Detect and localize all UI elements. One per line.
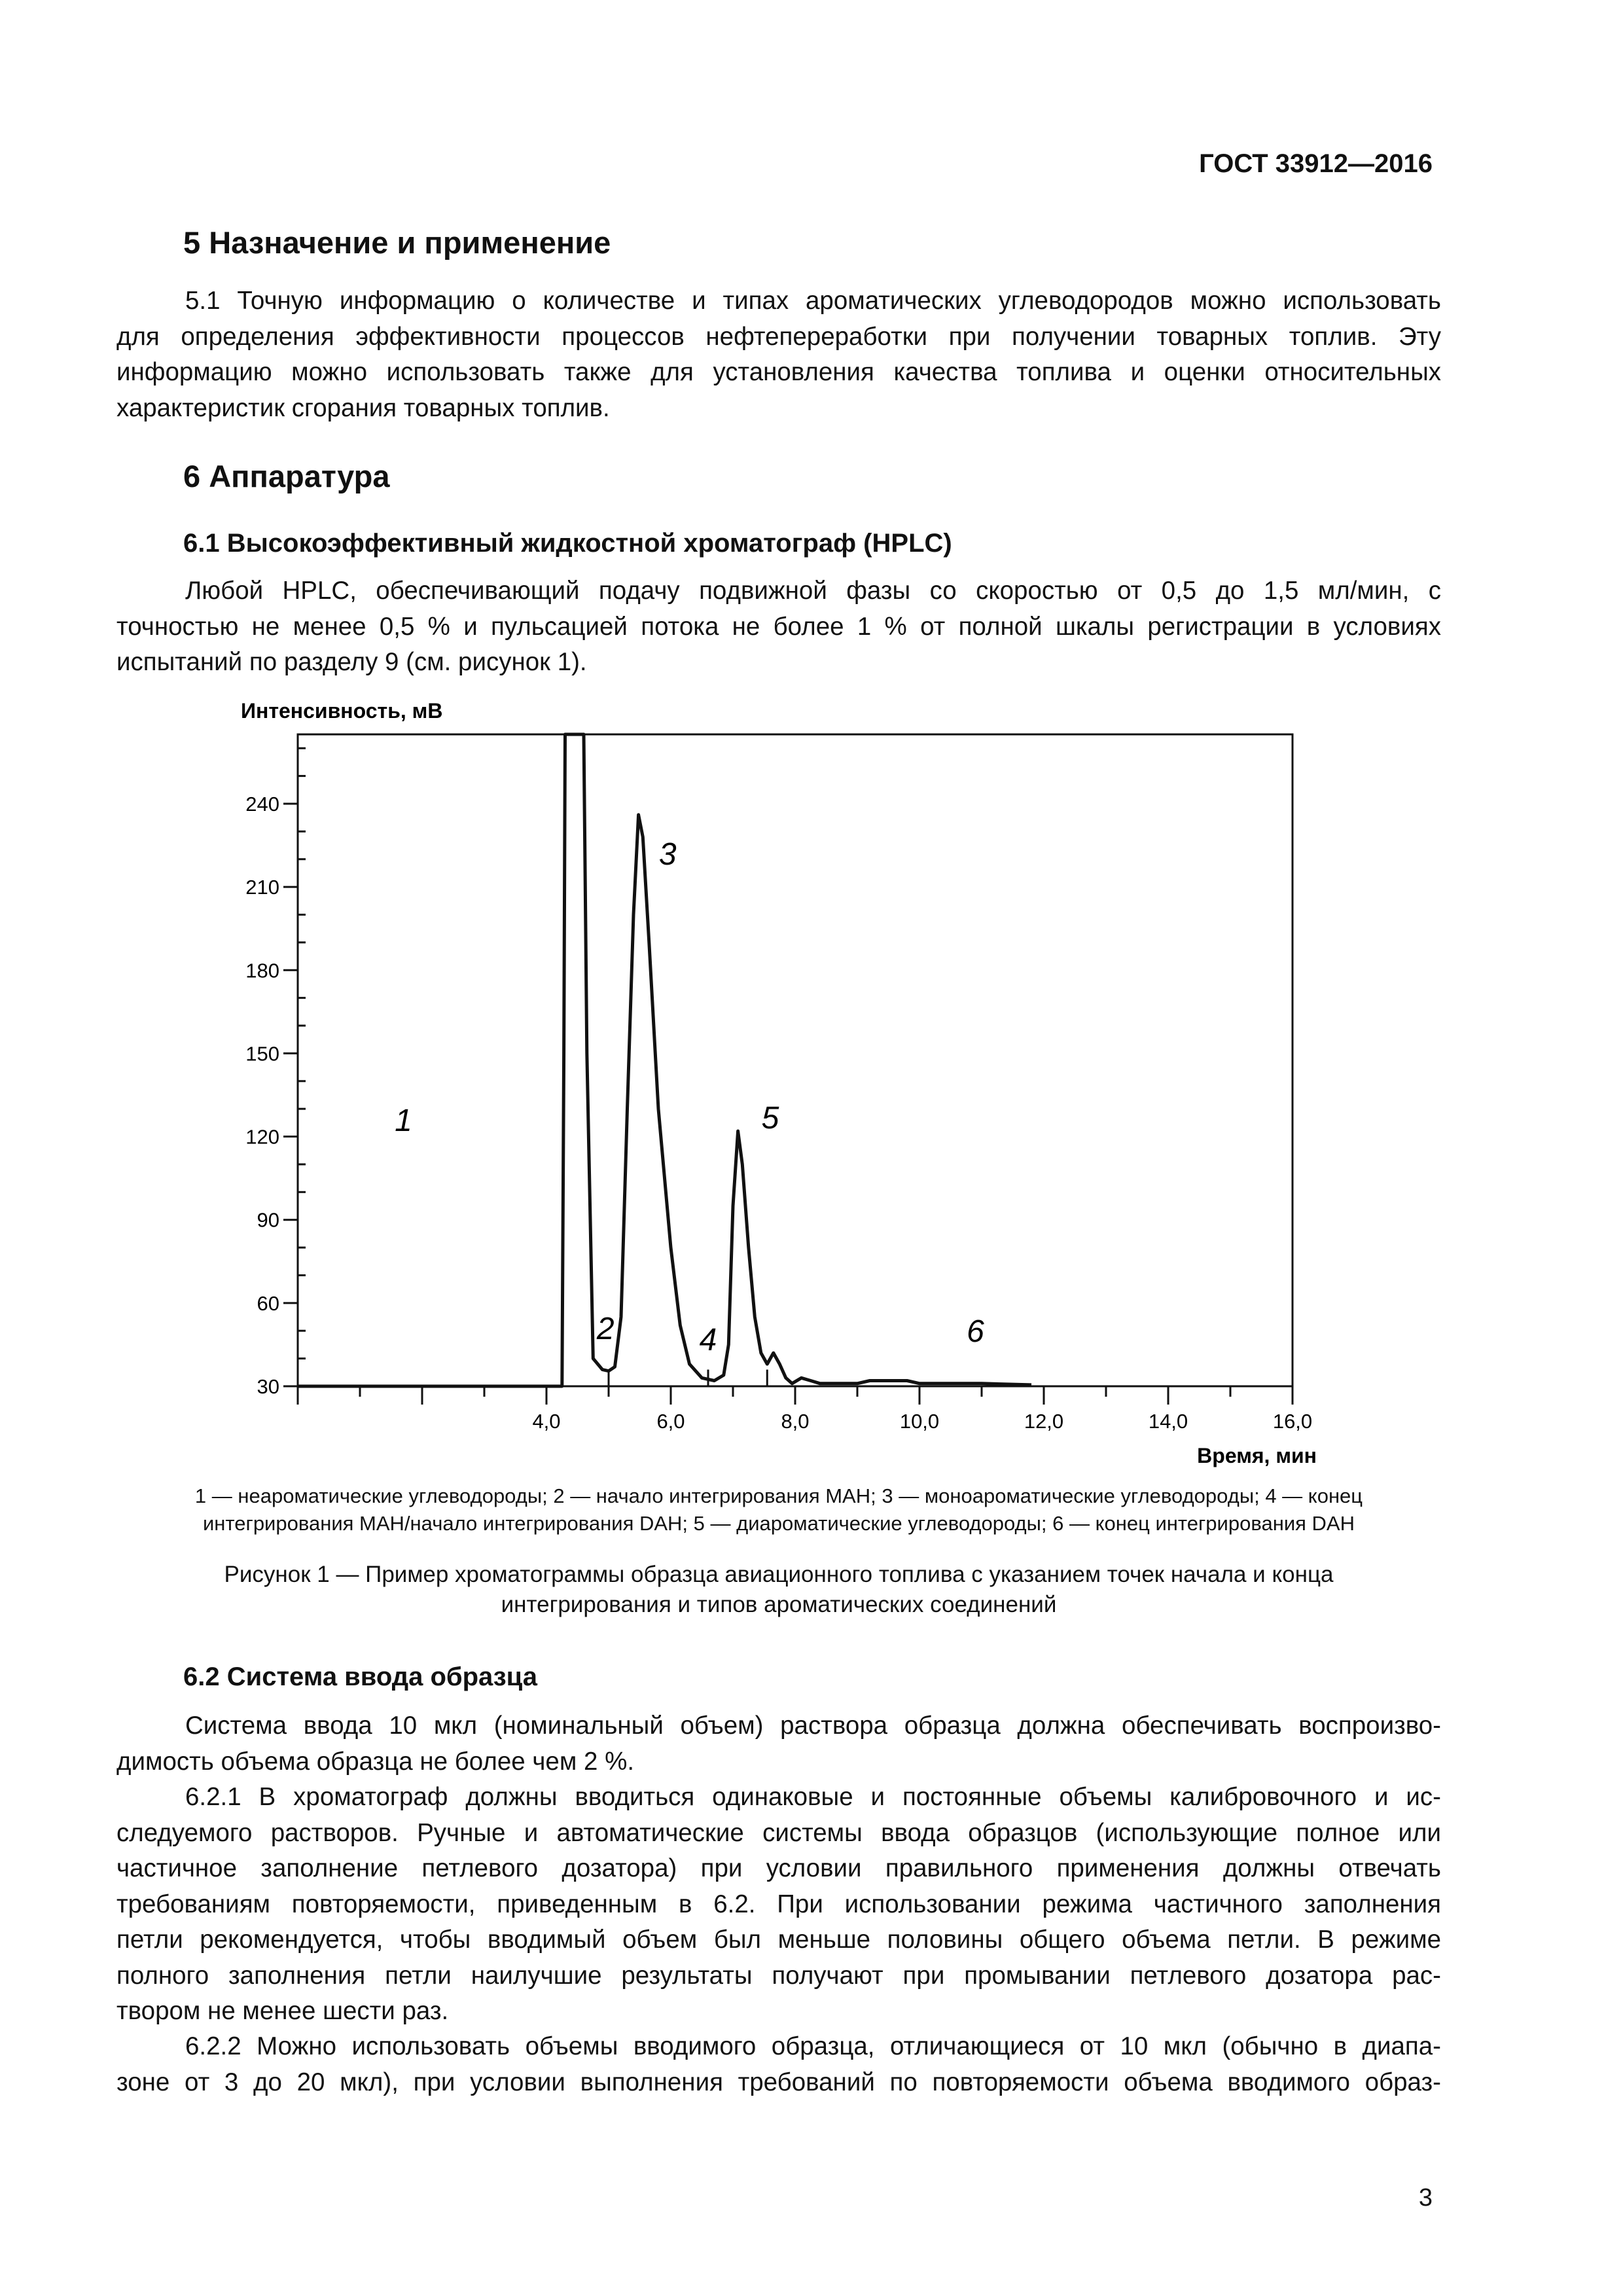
section-6-1-heading: 6.1 Высокоэффективный жидкостной хроматограф (HPLC): [183, 529, 952, 558]
chromatogram-series-line: [298, 734, 1031, 1386]
section-6-2-1-paragraph: [116, 1780, 1441, 2030]
section-6-2-2-paragraph: [116, 2029, 1441, 2100]
text-line: зоне от 3 до 20 мкл), при условии выполнения требований по повторяемости объема вводимого образ-: [116, 2068, 1441, 2096]
y-tick-label: 60: [257, 1291, 279, 1315]
text-line: полного заполнения петли наилучшие результаты получают при промывании петлевого дозатора рас-: [116, 1961, 1441, 1990]
x-tick-label: 8,0: [781, 1410, 810, 1433]
x-tick-label: 10,0: [899, 1410, 940, 1433]
y-tick-label: 120: [245, 1125, 279, 1149]
x-axis-label: Время, мин: [1197, 1444, 1317, 1467]
text-line: 6.2.1 В хроматограф должны вводиться одинаковые и постоянные объемы калибровочного и ис-: [185, 1783, 1441, 1811]
legend-line: 1 — неароматические углеводороды; 2 — начало интегрирования MAH; 3 — моноароматические углеводороды; 4 — конец: [194, 1484, 1363, 1507]
caption-line: Рисунок 1 — Пример хроматограммы образца авиационного топлива с указанием точек начала и конца: [224, 1562, 1334, 1587]
x-tick-label: 4,0: [532, 1410, 561, 1433]
text-line: димость объема образца не более чем 2 %.: [116, 1747, 635, 1776]
text-line: для определения эффективности процессов нефтепереработки при получении товарных топлив. Эту: [116, 322, 1441, 351]
text-line: испытаний по разделу 9 (см. рисунок 1).: [116, 648, 587, 676]
text-line: точностью не менее 0,5 % и пульсацией потока не более 1 % от полной шкалы регистрации в условиях: [116, 612, 1441, 641]
text-line: требованиям повторяемости, приведенным в 6.2. При использовании режима частичного заполнения: [116, 1890, 1441, 1918]
text-line: петли рекомендуется, чтобы вводимый объем был меньше половины общего объема петли. В режиме: [116, 1926, 1441, 1954]
text-line: 5.1 Точную информацию о количестве и типах ароматических углеводородов можно использовать: [185, 287, 1441, 315]
section-5-heading: 5 Назначение и применение: [183, 225, 611, 260]
section-6-2-paragraph: [116, 1708, 1441, 1780]
y-tick-label: 210: [245, 876, 279, 899]
text-line: твором не менее шести раз.: [116, 1997, 449, 2025]
y-tick-label: 240: [245, 792, 279, 816]
x-tick-label: 14,0: [1148, 1410, 1188, 1433]
peak-label: 5: [761, 1100, 779, 1136]
legend-line: интегрирования MAH/начало интегрирования DAH; 5 — диароматические углеводороды; 6 — конец интегрирования DAH: [202, 1512, 1355, 1535]
text-line: частичное заполнение петлевого дозатора) при условии правильного применения должны отвечать: [116, 1854, 1441, 1882]
page-number: 3: [1418, 2184, 1433, 2212]
y-tick-label: 30: [257, 1375, 279, 1398]
y-tick-label: 180: [245, 959, 279, 982]
text-line: Любой HPLC, обеспечивающий подачу подвижной фазы со скоростью от 0,5 до 1,5 мл/мин, с: [185, 577, 1441, 605]
y-tick-label: 90: [257, 1208, 279, 1232]
plot-frame: [298, 734, 1293, 1386]
peak-label: 2: [596, 1311, 615, 1346]
figure-legend: [116, 1482, 1441, 1537]
peak-label: 6: [967, 1314, 984, 1350]
text-line: информацию можно использовать также для установления качества топлива и оценки относительных: [116, 358, 1441, 386]
text-line: Система ввода 10 мкл (номинальный объем) раствора образца должна обеспечивать воспроизво-: [185, 1712, 1441, 1740]
text-line: характеристик сгорания товарных топлив.: [116, 393, 610, 422]
x-tick-label: 6,0: [656, 1410, 685, 1433]
section-6-heading: 6 Аппаратура: [183, 459, 390, 493]
peak-label: 3: [658, 837, 677, 872]
standard-number: ГОСТ 33912—2016: [1199, 149, 1433, 178]
y-tick-label: 150: [245, 1042, 279, 1066]
peak-label: 1: [395, 1103, 412, 1139]
x-tick-label: 12,0: [1024, 1410, 1064, 1433]
text-line: 6.2.2 Можно использовать объемы вводимого образца, отличающиеся от 10 мкл (обычно в диапа-: [185, 2032, 1441, 2060]
caption-line: интегрирования и типов ароматических соединений: [501, 1592, 1057, 1617]
y-axis-label: Интенсивность, мВ: [241, 699, 443, 723]
section-6-2-heading: 6.2 Система ввода образца: [183, 1662, 537, 1691]
figure-caption: [116, 1560, 1441, 1620]
x-tick-label: 16,0: [1272, 1410, 1313, 1433]
peak-label: 4: [699, 1322, 717, 1357]
text-line: следуемого растворов. Ручные и автоматические системы ввода образцов (использующие полное или: [116, 1818, 1441, 1847]
